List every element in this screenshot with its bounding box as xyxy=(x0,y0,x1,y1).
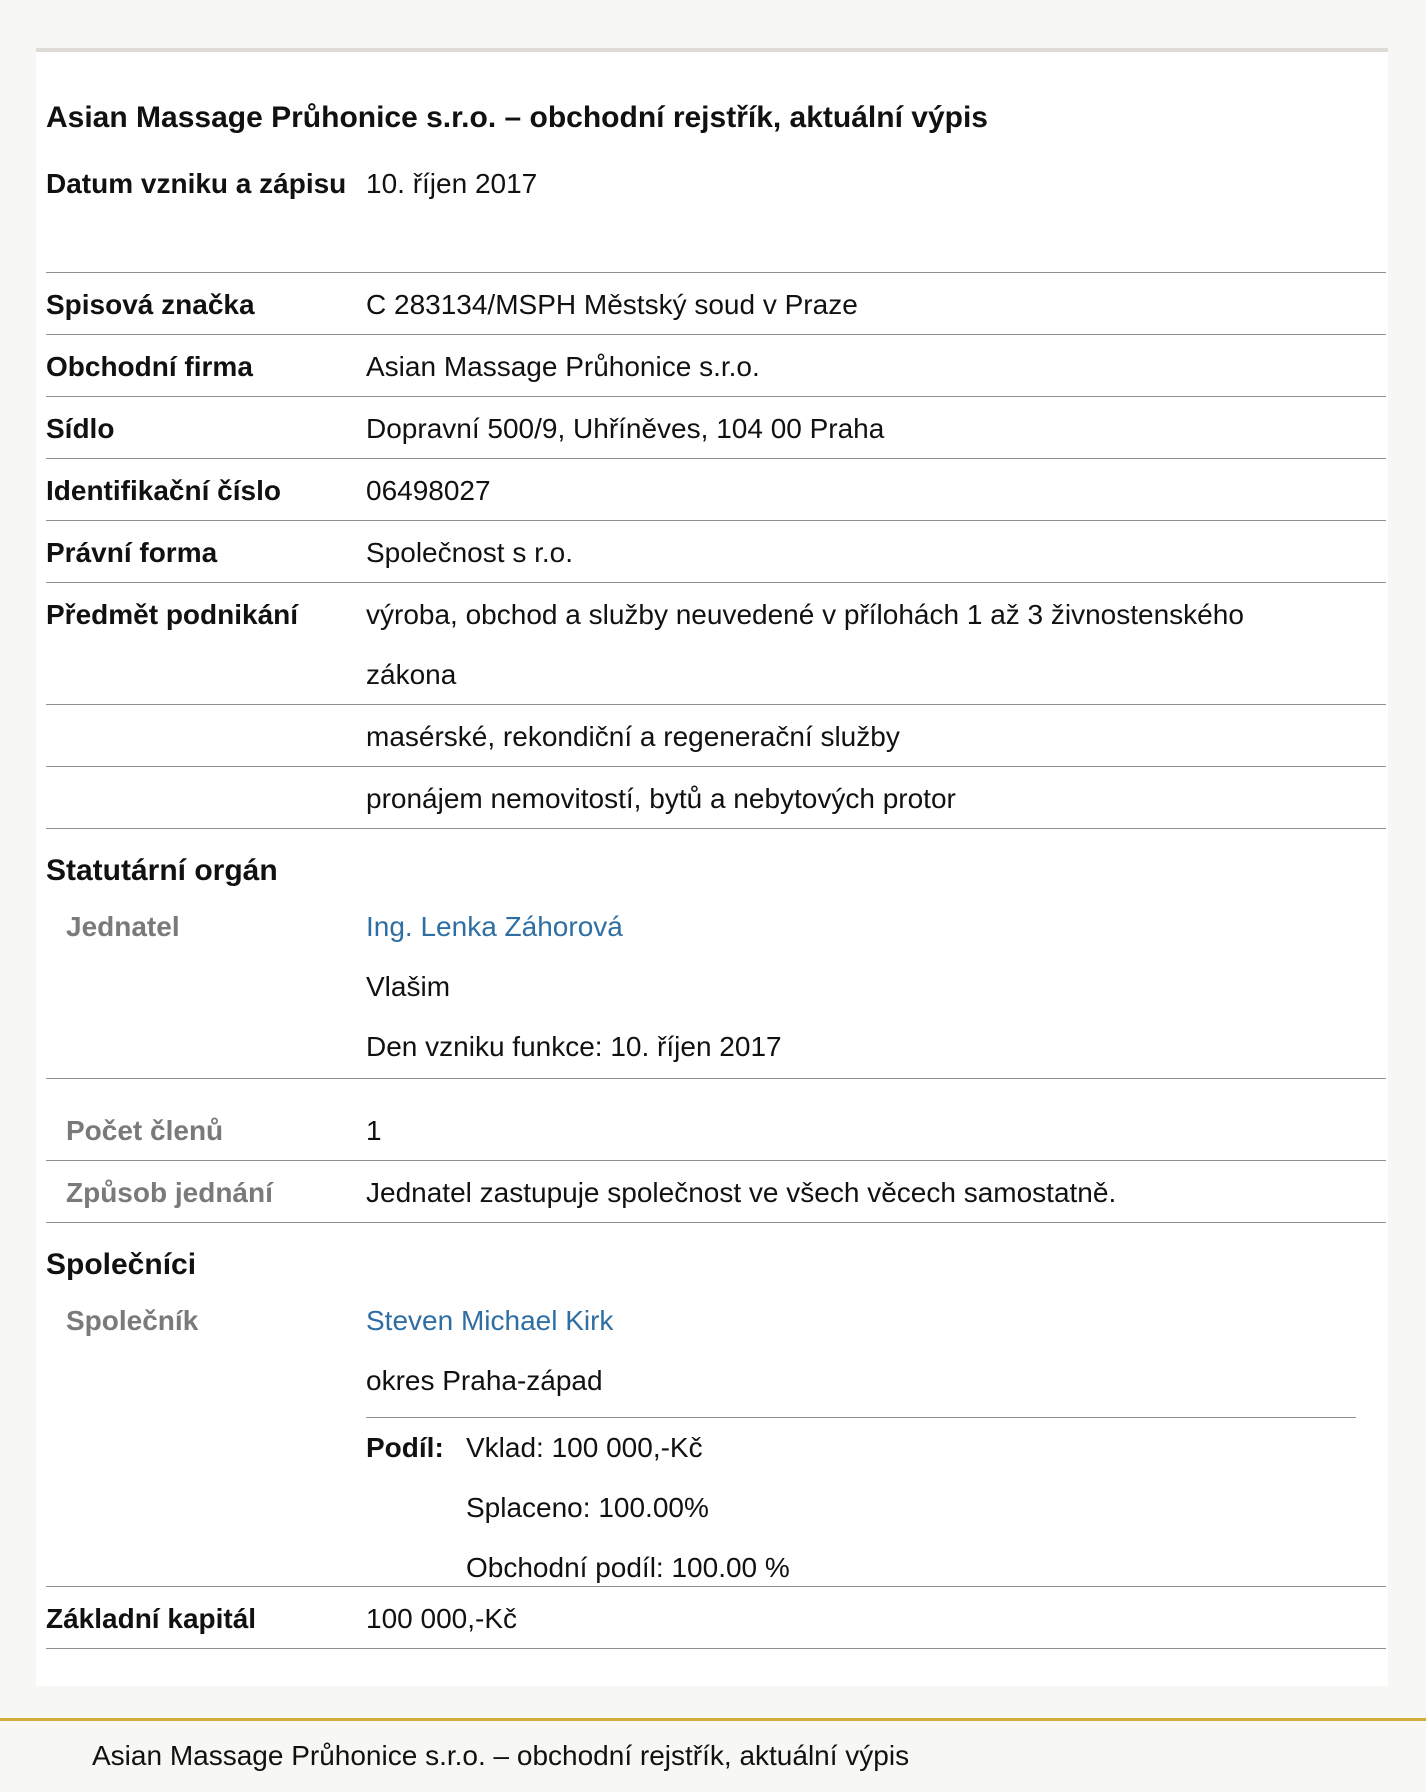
row-label: Jednatel xyxy=(66,911,180,942)
podil-splaceno: Splaceno: 100.00% xyxy=(466,1492,709,1523)
podil-values xyxy=(466,1418,790,1598)
row-value: Dopravní 500/9, Uhříněves, 104 00 Praha xyxy=(366,413,885,444)
row-datum-vzniku xyxy=(46,152,1386,273)
row-label: Identifikační číslo xyxy=(46,475,281,506)
row-jednatel xyxy=(46,895,1386,1079)
row-label: Předmět podnikání xyxy=(46,599,299,630)
row-value: Jednatel zastupuje společnost ve všech věcech samostatně. xyxy=(366,1177,1117,1208)
row-value: Společnost s r.o. xyxy=(366,537,574,568)
row-value: 06498027 xyxy=(366,475,491,506)
registry-extract-card xyxy=(36,52,1388,1686)
jednatel-link[interactable]: Ing. Lenka Záhorová xyxy=(366,911,623,942)
jednatel-place: Vlašim xyxy=(366,971,451,1002)
row-label: Počet členů xyxy=(66,1115,224,1146)
row-value: 10. říjen 2017 xyxy=(366,168,538,199)
row-label: Datum vzniku a zápisu xyxy=(46,168,347,199)
row-sidlo xyxy=(46,397,1386,459)
footer-title: Asian Massage Průhonice s.r.o. – obchodní rejstřík, aktuální výpis xyxy=(92,1740,910,1771)
row-predmet-item xyxy=(46,767,1386,829)
row-zpusob-jednani xyxy=(46,1161,1386,1223)
footer-divider xyxy=(0,1718,1426,1721)
podil-block xyxy=(366,1417,1356,1598)
podil-obchodni: Obchodní podíl: 100.00 % xyxy=(466,1552,790,1583)
row-label: Právní forma xyxy=(46,537,218,568)
row-predmet-podnikani xyxy=(46,583,1386,705)
podil-vklad: Vklad: 100 000,-Kč xyxy=(466,1432,703,1463)
row-value: 1 xyxy=(366,1115,382,1146)
spolecnik-link[interactable]: Steven Michael Kirk xyxy=(366,1305,614,1336)
row-label: Sídlo xyxy=(46,413,115,444)
row-label-empty xyxy=(46,705,366,766)
row-value: masérské, rekondiční a regenerační služby xyxy=(366,721,900,752)
row-label: Obchodní firma xyxy=(46,351,253,382)
page-title: Asian Massage Průhonice s.r.o. – obchodní rejstřík, aktuální výpis xyxy=(46,101,988,134)
row-value: výroba, obchod a služby neuvedené v přílohách 1 až 3 živnostenského zákona xyxy=(366,599,1244,690)
row-pocet-clenu xyxy=(46,1079,1386,1161)
row-value: 100 000,-Kč xyxy=(366,1603,517,1634)
row-obchodni-firma xyxy=(46,335,1386,397)
row-label-empty xyxy=(46,767,366,828)
podil-label: Podíl: xyxy=(366,1432,444,1463)
row-identifikacni-cislo xyxy=(46,459,1386,521)
row-zakladni-kapital xyxy=(46,1587,1386,1649)
row-pravni-forma xyxy=(46,521,1386,583)
row-value: Asian Massage Průhonice s.r.o. xyxy=(366,351,760,382)
row-value xyxy=(366,1289,1386,1586)
spolecnik-place: okres Praha-západ xyxy=(366,1365,603,1396)
registry-table xyxy=(46,152,1386,1649)
section-heading-spolecnici: Společníci xyxy=(46,1248,197,1281)
row-value: pronájem nemovitostí, bytů a nebytových protor xyxy=(366,783,956,814)
row-value: C 283134/MSPH Městský soud v Praze xyxy=(366,289,858,320)
row-value xyxy=(366,895,1386,1078)
jednatel-since: Den vzniku funkce: 10. říjen 2017 xyxy=(366,1031,782,1062)
row-label: Spisová značka xyxy=(46,289,255,320)
section-heading-statutarni: Statutární orgán xyxy=(46,854,278,887)
row-spisova-znacka xyxy=(46,273,1386,335)
row-spolecnik xyxy=(46,1289,1386,1587)
row-label: Základní kapitál xyxy=(46,1603,257,1634)
row-predmet-item xyxy=(46,705,1386,767)
row-label: Způsob jednání xyxy=(66,1177,273,1208)
row-label: Společník xyxy=(66,1305,199,1336)
